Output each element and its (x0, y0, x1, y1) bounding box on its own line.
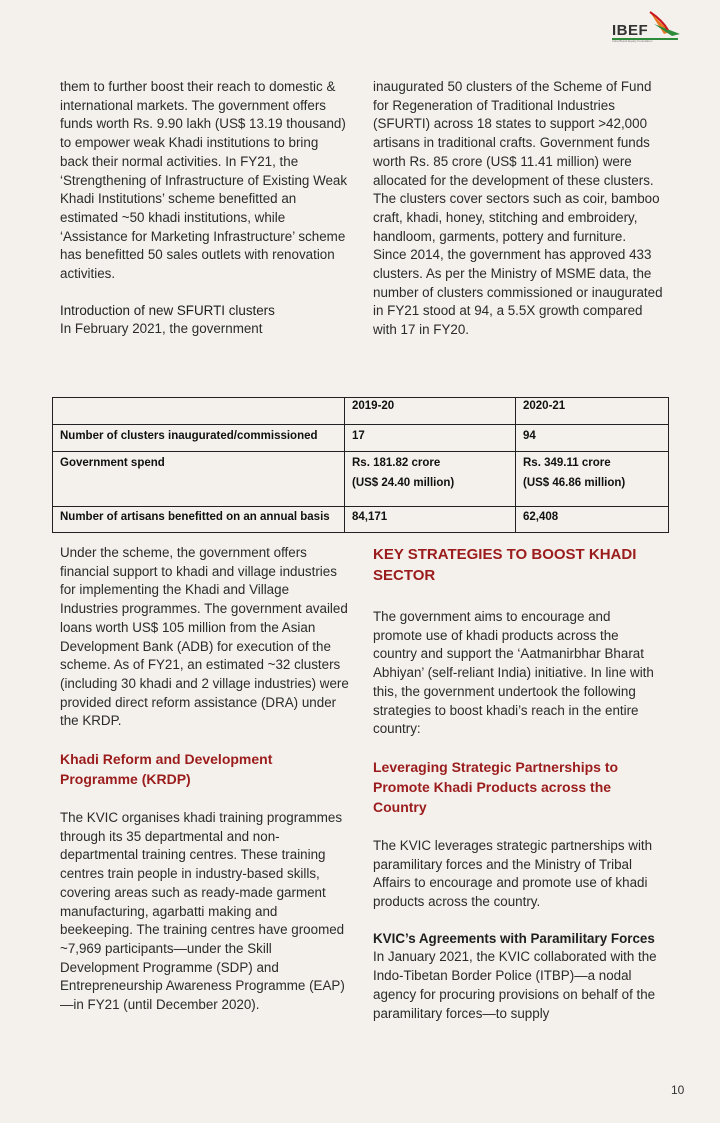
krdp-heading: Khadi Reform and Development Programme (KRDP) (60, 751, 273, 788)
table-cell: Number of artisans benefitted on an annual basis (53, 507, 345, 533)
paragraph: The KVIC leverages strategic partnerships with paramilitary forces and the Ministry of Tribal Affairs to encourage and promote use of khadi products across the country. (373, 837, 653, 910)
key-strategies-heading: KEY STRATEGIES TO BOOST KHADI SECTOR (373, 546, 637, 584)
table-cell: 17 (345, 425, 516, 452)
table-cell: Government spend (53, 452, 345, 507)
table-cell-line: (US$ 24.40 million) (352, 477, 455, 489)
table-row (53, 507, 669, 533)
logo-text: IBEF (612, 22, 649, 39)
left-column-bottom (60, 544, 350, 1015)
ibef-logo (610, 10, 682, 48)
paragraph: In January 2021, the KVIC collaborated with the Indo-Tibetan Border Police (ITBP)—a nodal agency for procuring provisions on behalf of the paramilitary forces—to supply (373, 949, 657, 1021)
paramilitary-subheading: KVIC’s Agreements with Paramilitary Forces (373, 930, 655, 946)
paragraph: them to further boost their reach to domestic & international markets. The government offers funds worth Rs. 9.90 lakh (US$ 13.19 thousand) to empower weak Khadi institutions to bring back their normal activities. In FY21, the ‘Strengthening of Infrastructure of Existing Weak Khadi Institutions’ scheme benefitted an estimated ~50 khadi institutions, while ‘Assistance for Marketing Infrastructure’ scheme has benefitted 50 sales outlets with renovation activities. (60, 79, 348, 282)
sfurti-table (52, 397, 669, 533)
right-column-top (373, 78, 663, 340)
table-header-cell: 2020-21 (516, 398, 669, 425)
table-cell-line: Rs. 181.82 crore (352, 457, 441, 469)
partnerships-heading: Leveraging Strategic Partnerships to Promote Khadi Products across the Country (373, 758, 619, 815)
table-cell: 84,171 (345, 507, 516, 533)
table-cell (516, 452, 669, 507)
paragraph: Under the scheme, the government offers financial support to khadi and village industries for implementing the Khadi and Village Industries programmes. The government availed loans worth US$ 105 million from the Asian Development Bank (ADB) for execution of the scheme. As of FY21, an estimated ~32 clusters (including 30 khadi and 2 village industries) were provided direct reform assistance (DRA) under the KRDP. (60, 545, 349, 729)
page-number: 10 (671, 1083, 685, 1097)
paragraph: In February 2021, the government (60, 321, 263, 337)
subheading-sfurti: Introduction of new SFURTI clusters (60, 302, 275, 318)
table-cell-line: (US$ 46.86 million) (523, 477, 626, 489)
table-row (53, 452, 669, 507)
paragraph: The government aims to encourage and promote use of khadi products across the country and support the ‘Aatmanirbhar Bharat Abhiyan’ (self-reliant India) initiative. In line with this, the government undertook the following strategies to boost khadi’s reach in the entire country: (373, 609, 654, 737)
left-column-top (60, 78, 350, 339)
table-cell-line: Rs. 349.11 crore (523, 457, 611, 469)
paragraph: inaugurated 50 clusters of the Scheme of Fund for Regeneration of Traditional Industries (SFURTI) across 18 states to support >42,000 artisans in traditional crafts. Government funds worth Rs. 85 crore (US$ 11.41 million) were allocated for the development of these clusters. The clusters cover sectors such as coir, bamboo craft, khadi, honey, stitching and embroidery, handloom, garments, pottery and furniture. Since 2014, the government has approved 433 clusters. As per the Ministry of MSME data, the number of clusters commissioned or inaugurated in FY21 stood at 94, a 5.5X growth compared with 17 in FY20. (373, 79, 663, 338)
table-header-cell (53, 398, 345, 425)
paragraph: The KVIC organises khadi training programmes through its 35 departmental and non-departmental training centres. These training centres train people in industry-based skills, covering areas such as ready-made garment manufacturing, agarbatti making and beekeeping. The training centres have groomed ~7,969 participants—under the Skill Development Programme (SDP) and Entrepreneurship Awareness Programme (EAP)—in FY21 (until December 2020). (60, 810, 345, 1013)
logo-subtitle: India Brand Equity Foundation (612, 39, 653, 43)
table-row (53, 425, 669, 452)
table-header-row (53, 398, 669, 425)
table-cell: Number of clusters inaugurated/commissioned (53, 425, 345, 452)
table-header-cell: 2019-20 (345, 398, 516, 425)
right-column-bottom (373, 544, 663, 1023)
table-cell: 62,408 (516, 507, 669, 533)
table-cell (345, 452, 516, 507)
table-cell: 94 (516, 425, 669, 452)
